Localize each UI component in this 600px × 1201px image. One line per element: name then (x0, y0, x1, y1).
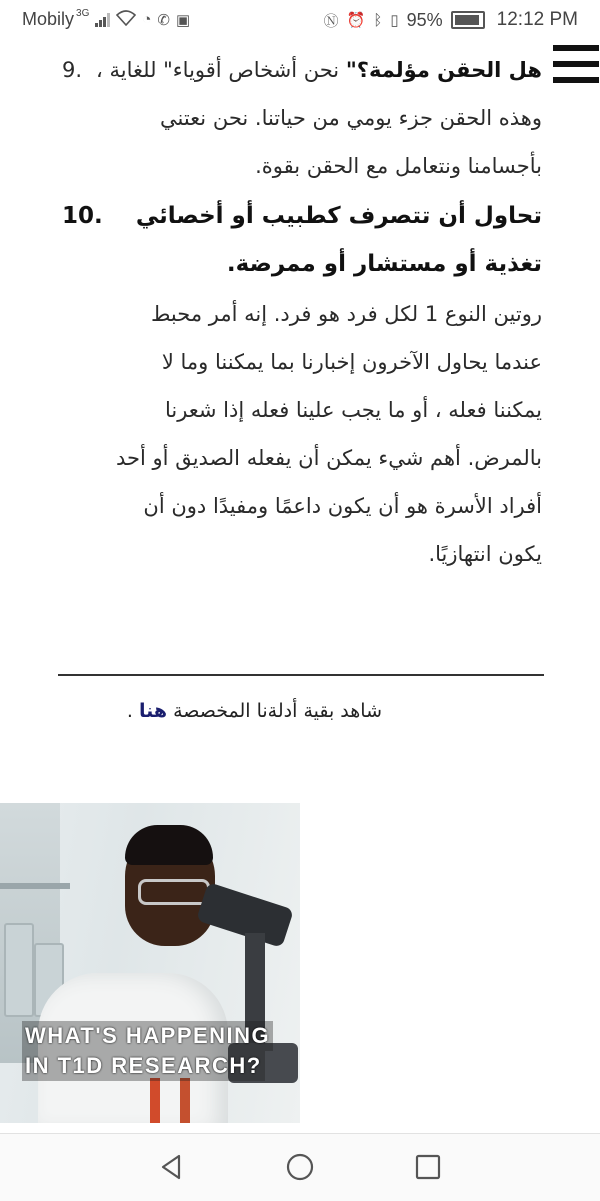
menu-button[interactable] (553, 45, 599, 91)
clock: 12:12 PM (496, 9, 578, 30)
here-link[interactable]: هنا (138, 700, 168, 722)
network-type: 3G (76, 8, 90, 19)
battery-icon (451, 11, 485, 29)
back-icon (157, 1152, 187, 1182)
status-right (324, 9, 578, 31)
menu-icon-bar (553, 45, 599, 51)
article-content (62, 46, 542, 578)
menu-icon-bar (553, 61, 599, 67)
status-left (22, 9, 190, 30)
divider (58, 674, 544, 676)
lab-bottle (4, 923, 34, 1017)
scientist-hair (125, 825, 213, 865)
bluetooth-icon: ᛒ (373, 11, 383, 29)
lab-shelf (0, 883, 70, 889)
promo-image[interactable] (0, 803, 300, 1123)
item-9-body (90, 46, 542, 190)
item-9-text: نحن أشخاص أقوياء" للغاية ، وهذه الحقن جزء يومي من حياتنا. نحن نعتني بأجسامنا ونتعامل مع الحقن بقوة. (96, 58, 542, 178)
menu-icon-bar (553, 77, 599, 83)
carrier-name: Mobily (22, 9, 75, 29)
nfc-icon: Ⓝ (323, 12, 339, 30)
item-10-text: روتين النوع 1 لكل فرد هو فرد. إنه أمر محبط عندما يحاول الآخرون إخبارنا بما يمكننا وما لا يمكننا فعله ، أو ما يجب علينا فعله إذا شعرنا بالمرض. أهم شيء يمكن أن يفعله الصديق أو أحد أفراد الأسرة هو أن يكون داعمًا ومفيدًا دون أن يكون انتهازيًا. (116, 302, 542, 566)
home-icon (285, 1152, 315, 1182)
item-10-body (111, 192, 542, 578)
test-tube (180, 1078, 190, 1123)
location-icon: ◔ (142, 11, 152, 28)
recent-apps-icon (413, 1152, 443, 1182)
signal-icon (95, 13, 110, 27)
back-button[interactable] (157, 1152, 187, 1182)
alarm-icon: ⏰ (346, 12, 366, 29)
promo-caption (22, 1021, 300, 1081)
status-bar (0, 0, 600, 40)
promo-caption-line-2: IN T1D RESEARCH? (22, 1051, 265, 1081)
see-more-suffix: . (126, 700, 133, 722)
see-more-line (62, 700, 382, 722)
test-tube (150, 1078, 160, 1123)
item-9-number: .9 (62, 58, 83, 82)
list-item-9 (62, 46, 542, 190)
home-button[interactable] (285, 1152, 315, 1182)
item-10-heading: تحاول أن تتصرف كطبيب أو أخصائي تغذية أو مستشار أو ممرضة. (135, 203, 542, 277)
list-item-10 (62, 192, 542, 578)
whatsapp-icon: ✆ (157, 11, 170, 29)
wifi-icon (116, 10, 136, 30)
navigation-bar (0, 1133, 600, 1201)
battery-percent: 95% (406, 9, 443, 30)
item-9-heading: هل الحقن مؤلمة؟" (345, 58, 542, 82)
vibrate-icon: ▯ (390, 12, 399, 29)
promo-caption-line-1: WHAT'S HAPPENING (22, 1021, 273, 1051)
recent-apps-button[interactable] (413, 1152, 443, 1182)
scientist-glasses (138, 879, 210, 905)
notification-icon: ▣ (176, 11, 191, 29)
item-10-number: .10 (62, 203, 103, 229)
see-more-text: شاهد بقية أدلةنا المخصصة (173, 700, 382, 722)
